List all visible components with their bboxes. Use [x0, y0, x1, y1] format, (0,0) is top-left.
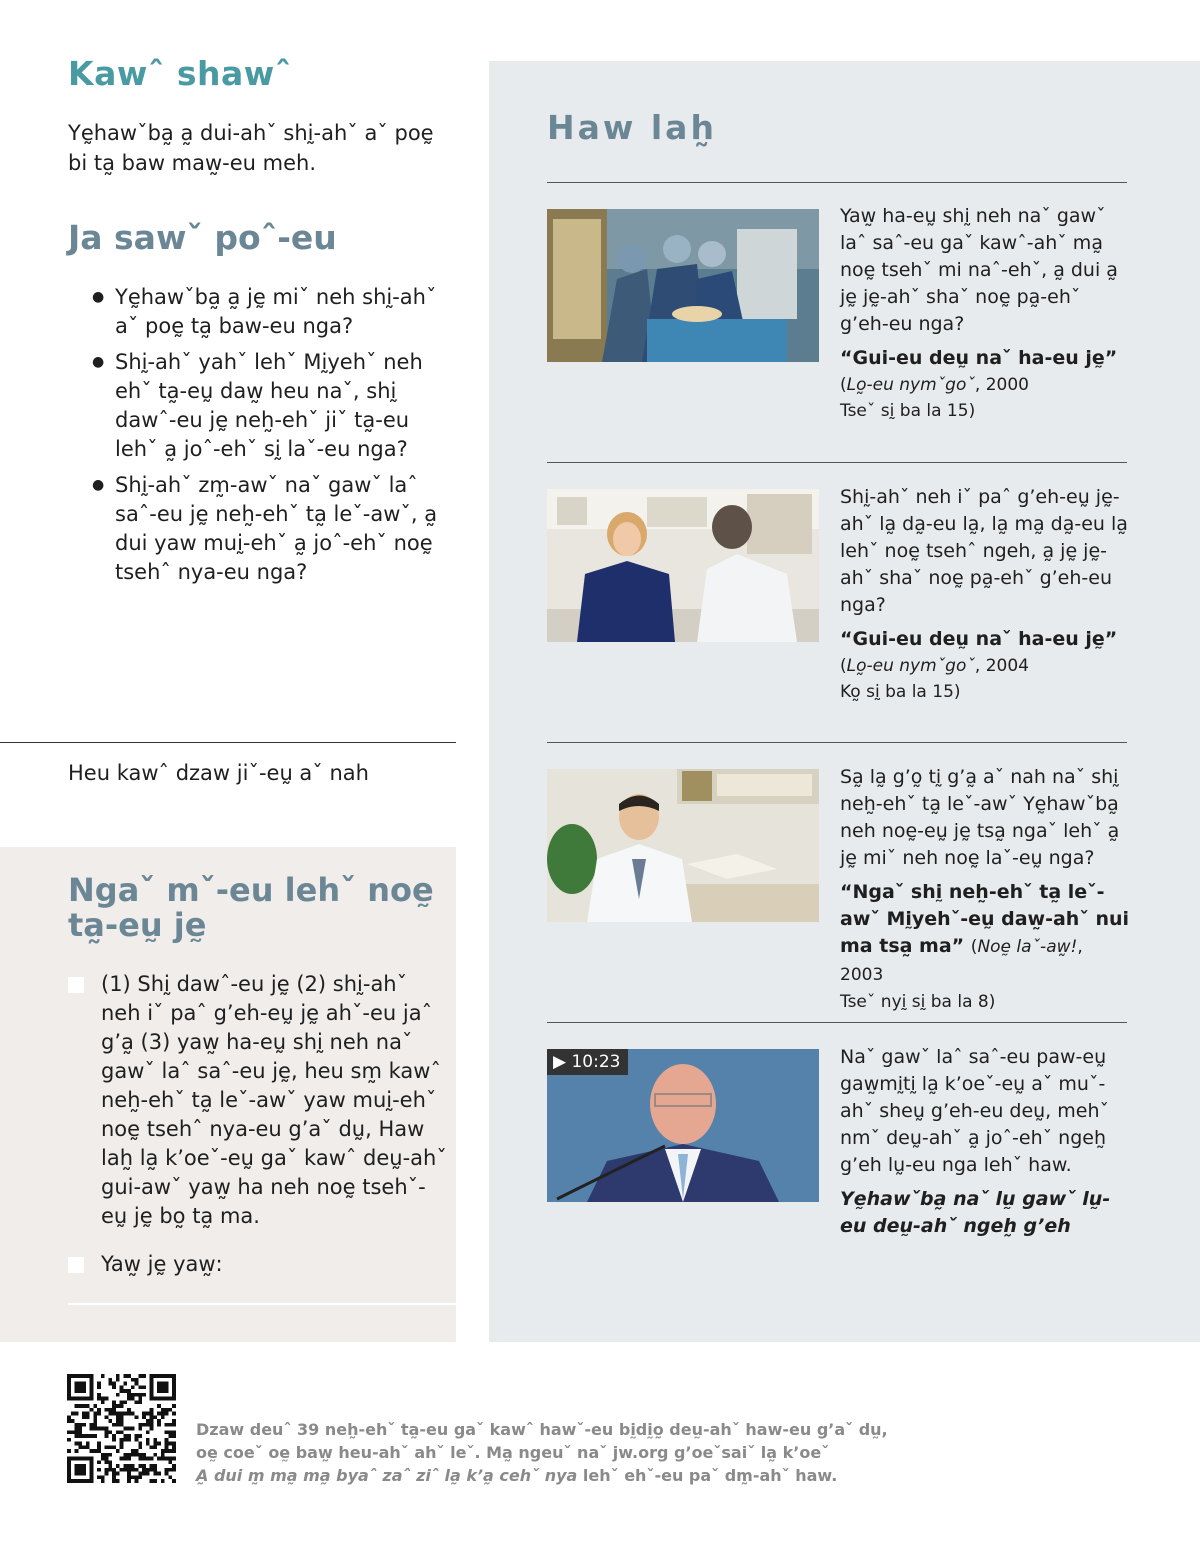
video-duration-badge: [547, 1049, 628, 1075]
footnote-text: Heu kawˆ dzaw jiˇ-eṵ aˇ nah: [68, 761, 369, 785]
question-item: ● Shḭ-ahˇ zm̰-awˇ naˇ gawˇ laˆ saˆ-eu jḛ neh̰-ehˇ ta̰ leˇ-awˇ, a̰ dui yaw muḭ-ehˇ a̰ joˆ-ehˇ noḛ tsehˆ nya-eu nga?: [92, 471, 457, 587]
footer-text-rest: lehˇ ehˇ-eu paˇ dm̰-ahˇ haw.: [582, 1466, 838, 1485]
question-item: ● Shḭ-ahˇ yahˇ lehˇ Mḭyehˇ neh ehˇ ta̰-eṵ daw̰ heu naˇ, shḭ dawˆ-eu jḛ neh̰-ehˇ jiˇ ta̰-eu lehˇ a̰ joˆ-ehˇ sḭ laˇ-eu nga?: [92, 348, 457, 464]
qr-code[interactable]: [67, 1374, 176, 1483]
questions-heading: Ja sawˇ poˆ-eu: [68, 218, 337, 257]
card-description: [840, 484, 1130, 705]
review-heading: Ngaˇ mˇ-eu lehˇ noḛ ta̰-eṵ jḛ: [68, 871, 434, 944]
article-title-link[interactable]: “Gui-eu deṵ naˇ ha-eu jḛ”: [840, 628, 1118, 650]
video-thumbnail[interactable]: [547, 1049, 819, 1202]
card-description: [840, 764, 1130, 1015]
divider: [547, 182, 1127, 183]
source-issue: Tseˇ nyḭ sḭ ba la 8): [840, 992, 996, 1012]
article-title[interactable]: “Ngaˇ shḭ neh̰-ehˇ ta̰ leˇ-awˇ Mḭyehˇ-eṵ daw̰-ahˇ nui ma tsa̰ ma”: [840, 881, 1130, 957]
checkbox[interactable]: [68, 1257, 84, 1273]
source-name: Lo̰-eu nymˇgoˇ: [846, 375, 975, 395]
source-issue: Tseˇ sḭ ba la 15): [840, 401, 976, 421]
review-checkbox-item[interactable]: [68, 970, 448, 1231]
source-line: (Lo̰-eu nymˇgoˇ, 2004: [840, 656, 1029, 676]
footer-line: oḛ coeˇ oḛ baw̰ heu-ahˇ ahˇ leˇ. Ma̰ ngeuˇ naˇ jw.org g’oeˇsaiˇ la̰ k’oeˇ: [196, 1443, 830, 1462]
section-heading: Kawˆ shawˆ: [68, 54, 292, 93]
intro-text: Yḛhawˇba̰ a̰ dui-ahˇ shḭ-ahˇ aˇ poḛ bi ta̰ baw maw̰-eu meh.: [68, 121, 434, 175]
footer-text: [196, 1418, 896, 1487]
review-item-text: (1) Shḭ dawˆ-eu jḛ (2) shḭ-ahˇ neh iˇ paˆ g’eh-eṵ jḛ ahˇ-eu jaˆ g’a̰ (3) yaw̰ ha-eṵ shḭ neh naˇ gawˇ laˆ saˆ-eu jḛ, heu sm̰ kawˆ neh̰-ehˇ ta̰ leˇ-awˇ yaw muḭ-ehˇ noḛ tsehˆ nya-eu g’aˇ dṵ, Haw lah̰ la̰ k’oeˇ-eṵ gaˇ kawˆ deṵ-ahˇ gui-awˇ yaw̰ ha neh noḛ tsehˇ-eṵ jḛ bo̰ ta̰ ma.: [101, 972, 447, 1228]
card-description: [840, 203, 1130, 424]
checkbox[interactable]: [68, 977, 84, 993]
play-icon: ▶: [553, 1052, 567, 1072]
divider: [547, 462, 1127, 463]
source-name: Lo̰-eu nymˇgoˇ: [846, 656, 975, 676]
review-item-text: Yaw̰ jḛ yaw̰:: [101, 1252, 223, 1276]
writing-line[interactable]: [68, 1303, 456, 1305]
video-title-link[interactable]: Yḛhawˇba̰ naˇ lṵ gawˇ lṵ-eu deṵ-ahˇ ngeh̰ g’eh: [840, 1188, 1111, 1237]
card-question: Naˇ gawˇ laˆ saˆ-eu paw-eṵ gaw̰mḭtḭ la̰ k’oeˇ-eṵ aˇ muˇ-ahˇ sheṵ g’eh-eu deṵ, mehˇ nmˇ deṵ-ahˇ a̰ joˆ-ehˇ ngeh̰ g’eh lṵ-eu nga lehˇ haw.: [840, 1046, 1110, 1176]
article-title-link[interactable]: “Gui-eu deṵ naˇ ha-eu jḛ”: [840, 347, 1118, 369]
card-question: Sa̰ la̰ g’o̰ tḭ g’a̰ aˇ nah naˇ shḭ neh̰-ehˇ ta̰ leˇ-awˇ Yḛhawˇba̰ neh noḛ-eṵ jḛ tsa̰ ngaˇ lehˇ a̰ jḛ miˇ neh noḛ laˇ-eṵ nga?: [840, 766, 1120, 869]
explore-heading: Haw lah̰: [547, 108, 717, 147]
surgery-image[interactable]: [547, 209, 819, 362]
card-question: Yaw̰ ha-eṵ shḭ neh naˇ gawˇ laˆ saˆ-eu gaˇ kawˆ-ahˇ ma̰ noḛ tsehˇ mi naˆ-ehˇ, a̰ dui a̰ jḛ jḛ-ahˇ shaˇ noḛ pa̰-ehˇ g’eh-eu nga?: [840, 205, 1118, 335]
card-question: Shḭ-ahˇ neh iˇ paˆ g’eh-eṵ jḛ-ahˇ la̰ da̰-eu la̰, la̰ ma̰ da̰-eu la̰ lehˇ noḛ tsehˆ ngeh, a̰ jḛ jḛ-ahˇ shaˇ noḛ pa̰-ehˇ g’eh-eu nga?: [840, 486, 1128, 616]
divider: [547, 742, 1127, 743]
divider: [547, 1022, 1127, 1023]
source-name: Noḛ laˇ-aw̰!: [977, 937, 1078, 957]
question-item: ● Yḛhawˇba̰ a̰ jḛ miˇ neh shḭ-ahˇ aˇ poḛ ta̰ baw-eu nga?: [92, 283, 457, 341]
video-duration: 10:23: [571, 1052, 621, 1072]
footer-line: [196, 1464, 896, 1487]
review-checkbox-item[interactable]: [68, 1250, 448, 1279]
source-year: 2004: [985, 656, 1029, 676]
divider: [0, 742, 456, 743]
footer-line: Dzaw deuˆ 39 neh̰-ehˇ ta̰-eu gaˇ kawˆ hawˇ-eu bḭdḭo̰ deṵ-ahˇ haw-eu g’aˇ dṵ,: [196, 1420, 888, 1439]
source-year: 2000: [985, 375, 1029, 395]
doctor-patient-image[interactable]: [547, 489, 819, 642]
card-description: [840, 1044, 1130, 1240]
source-year: 2003: [840, 965, 884, 985]
footer-italic-text: A̰ dui m̰ ma̰ ma̰ byaˆ zaˆ ziˆ la̰ k’a̰ cehˇ nya: [196, 1466, 578, 1485]
question-list: [92, 283, 457, 594]
doctor-desk-image[interactable]: [547, 769, 819, 922]
source-line: (Lo̰-eu nymˇgoˇ, 2000: [840, 375, 1029, 395]
article-title-link[interactable]: “Ngaˇ shḭ neh̰-ehˇ ta̰ leˇ-awˇ Mḭyehˇ-eṵ daw̰-ahˇ nui ma tsa̰ ma” (Noḛ laˇ-aw̰!, 2003: [840, 881, 1130, 985]
source-issue: Ko̰ sḭ ba la 15): [840, 682, 961, 702]
